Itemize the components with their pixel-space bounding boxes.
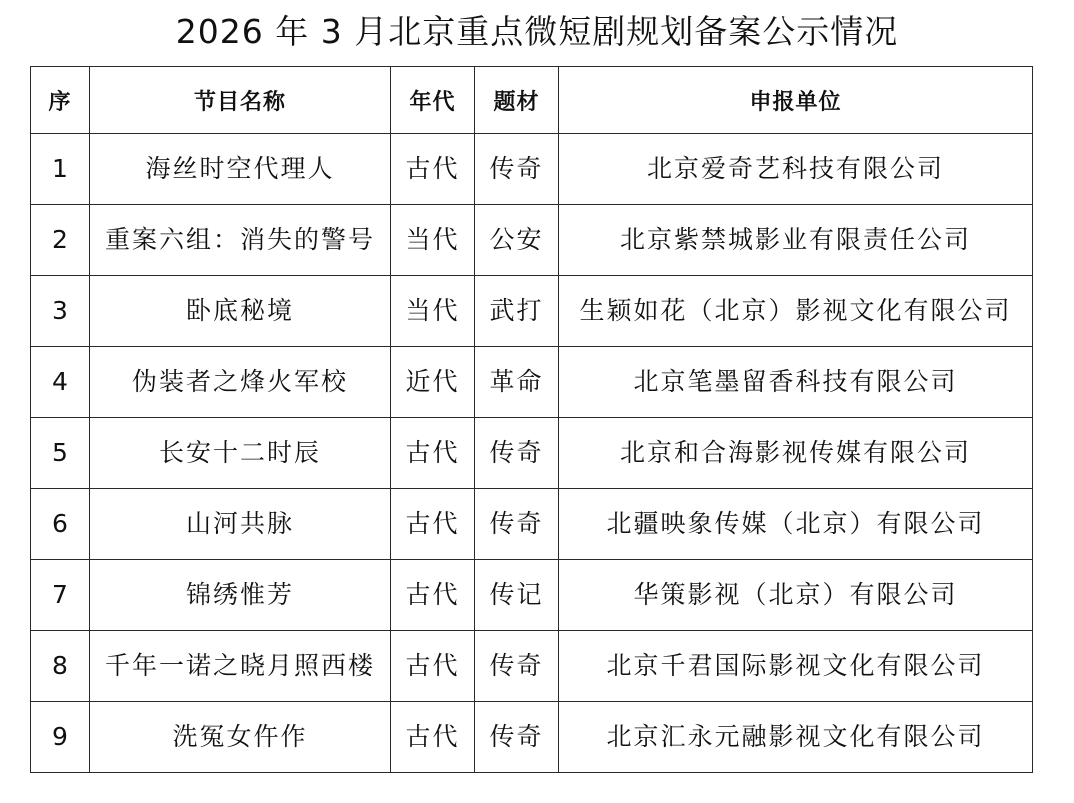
program-name: 山河共脉 (90, 489, 391, 560)
table-row (31, 134, 1033, 205)
header-era: 年代 (391, 67, 475, 134)
table-row (31, 702, 1033, 773)
filing-table (30, 66, 1033, 773)
table-row (31, 347, 1033, 418)
table-row (31, 276, 1033, 347)
applicant-cell: 北京汇永元融影视文化有限公司 (559, 702, 1033, 773)
applicant-cell: 北京紫禁城影业有限责任公司 (559, 205, 1033, 276)
table-header-row (31, 67, 1033, 134)
row-number: 3 (31, 276, 90, 347)
era-cell: 当代 (391, 276, 475, 347)
program-name: 伪装者之烽火军校 (90, 347, 391, 418)
genre-cell: 革命 (475, 347, 559, 418)
applicant-cell: 生颖如花（北京）影视文化有限公司 (559, 276, 1033, 347)
row-number: 1 (31, 134, 90, 205)
era-cell: 古代 (391, 134, 475, 205)
genre-cell: 传奇 (475, 702, 559, 773)
applicant-cell: 北京爱奇艺科技有限公司 (559, 134, 1033, 205)
row-number: 6 (31, 489, 90, 560)
table-row (31, 418, 1033, 489)
applicant-cell: 北京千君国际影视文化有限公司 (559, 631, 1033, 702)
era-cell: 古代 (391, 418, 475, 489)
era-cell: 古代 (391, 560, 475, 631)
era-cell: 古代 (391, 489, 475, 560)
era-cell: 当代 (391, 205, 475, 276)
genre-cell: 公安 (475, 205, 559, 276)
genre-cell: 传奇 (475, 418, 559, 489)
table-row (31, 205, 1033, 276)
genre-cell: 传奇 (475, 134, 559, 205)
table-row (31, 631, 1033, 702)
table-row (31, 560, 1033, 631)
header-name: 节目名称 (90, 67, 391, 134)
applicant-cell: 华策影视（北京）有限公司 (559, 560, 1033, 631)
row-number: 7 (31, 560, 90, 631)
genre-cell: 传奇 (475, 631, 559, 702)
genre-cell: 传记 (475, 560, 559, 631)
era-cell: 古代 (391, 702, 475, 773)
header-applicant: 申报单位 (559, 67, 1033, 134)
program-name: 千年一诺之晓月照西楼 (90, 631, 391, 702)
program-name: 洗冤女仵作 (90, 702, 391, 773)
header-genre: 题材 (475, 67, 559, 134)
era-cell: 近代 (391, 347, 475, 418)
genre-cell: 传奇 (475, 489, 559, 560)
program-name: 锦绣惟芳 (90, 560, 391, 631)
row-number: 2 (31, 205, 90, 276)
row-number: 5 (31, 418, 90, 489)
program-name: 重案六组：消失的警号 (90, 205, 391, 276)
page-title: 2026 年 3 月北京重点微短剧规划备案公示情况 (175, 12, 899, 51)
program-name: 卧底秘境 (90, 276, 391, 347)
table-row (31, 489, 1033, 560)
applicant-cell: 北疆映象传媒（北京）有限公司 (559, 489, 1033, 560)
row-number: 4 (31, 347, 90, 418)
row-number: 9 (31, 702, 90, 773)
row-number: 8 (31, 631, 90, 702)
applicant-cell: 北京笔墨留香科技有限公司 (559, 347, 1033, 418)
genre-cell: 武打 (475, 276, 559, 347)
applicant-cell: 北京和合海影视传媒有限公司 (559, 418, 1033, 489)
era-cell: 古代 (391, 631, 475, 702)
program-name: 长安十二时辰 (90, 418, 391, 489)
header-no: 序 (31, 67, 90, 134)
program-name: 海丝时空代理人 (90, 134, 391, 205)
